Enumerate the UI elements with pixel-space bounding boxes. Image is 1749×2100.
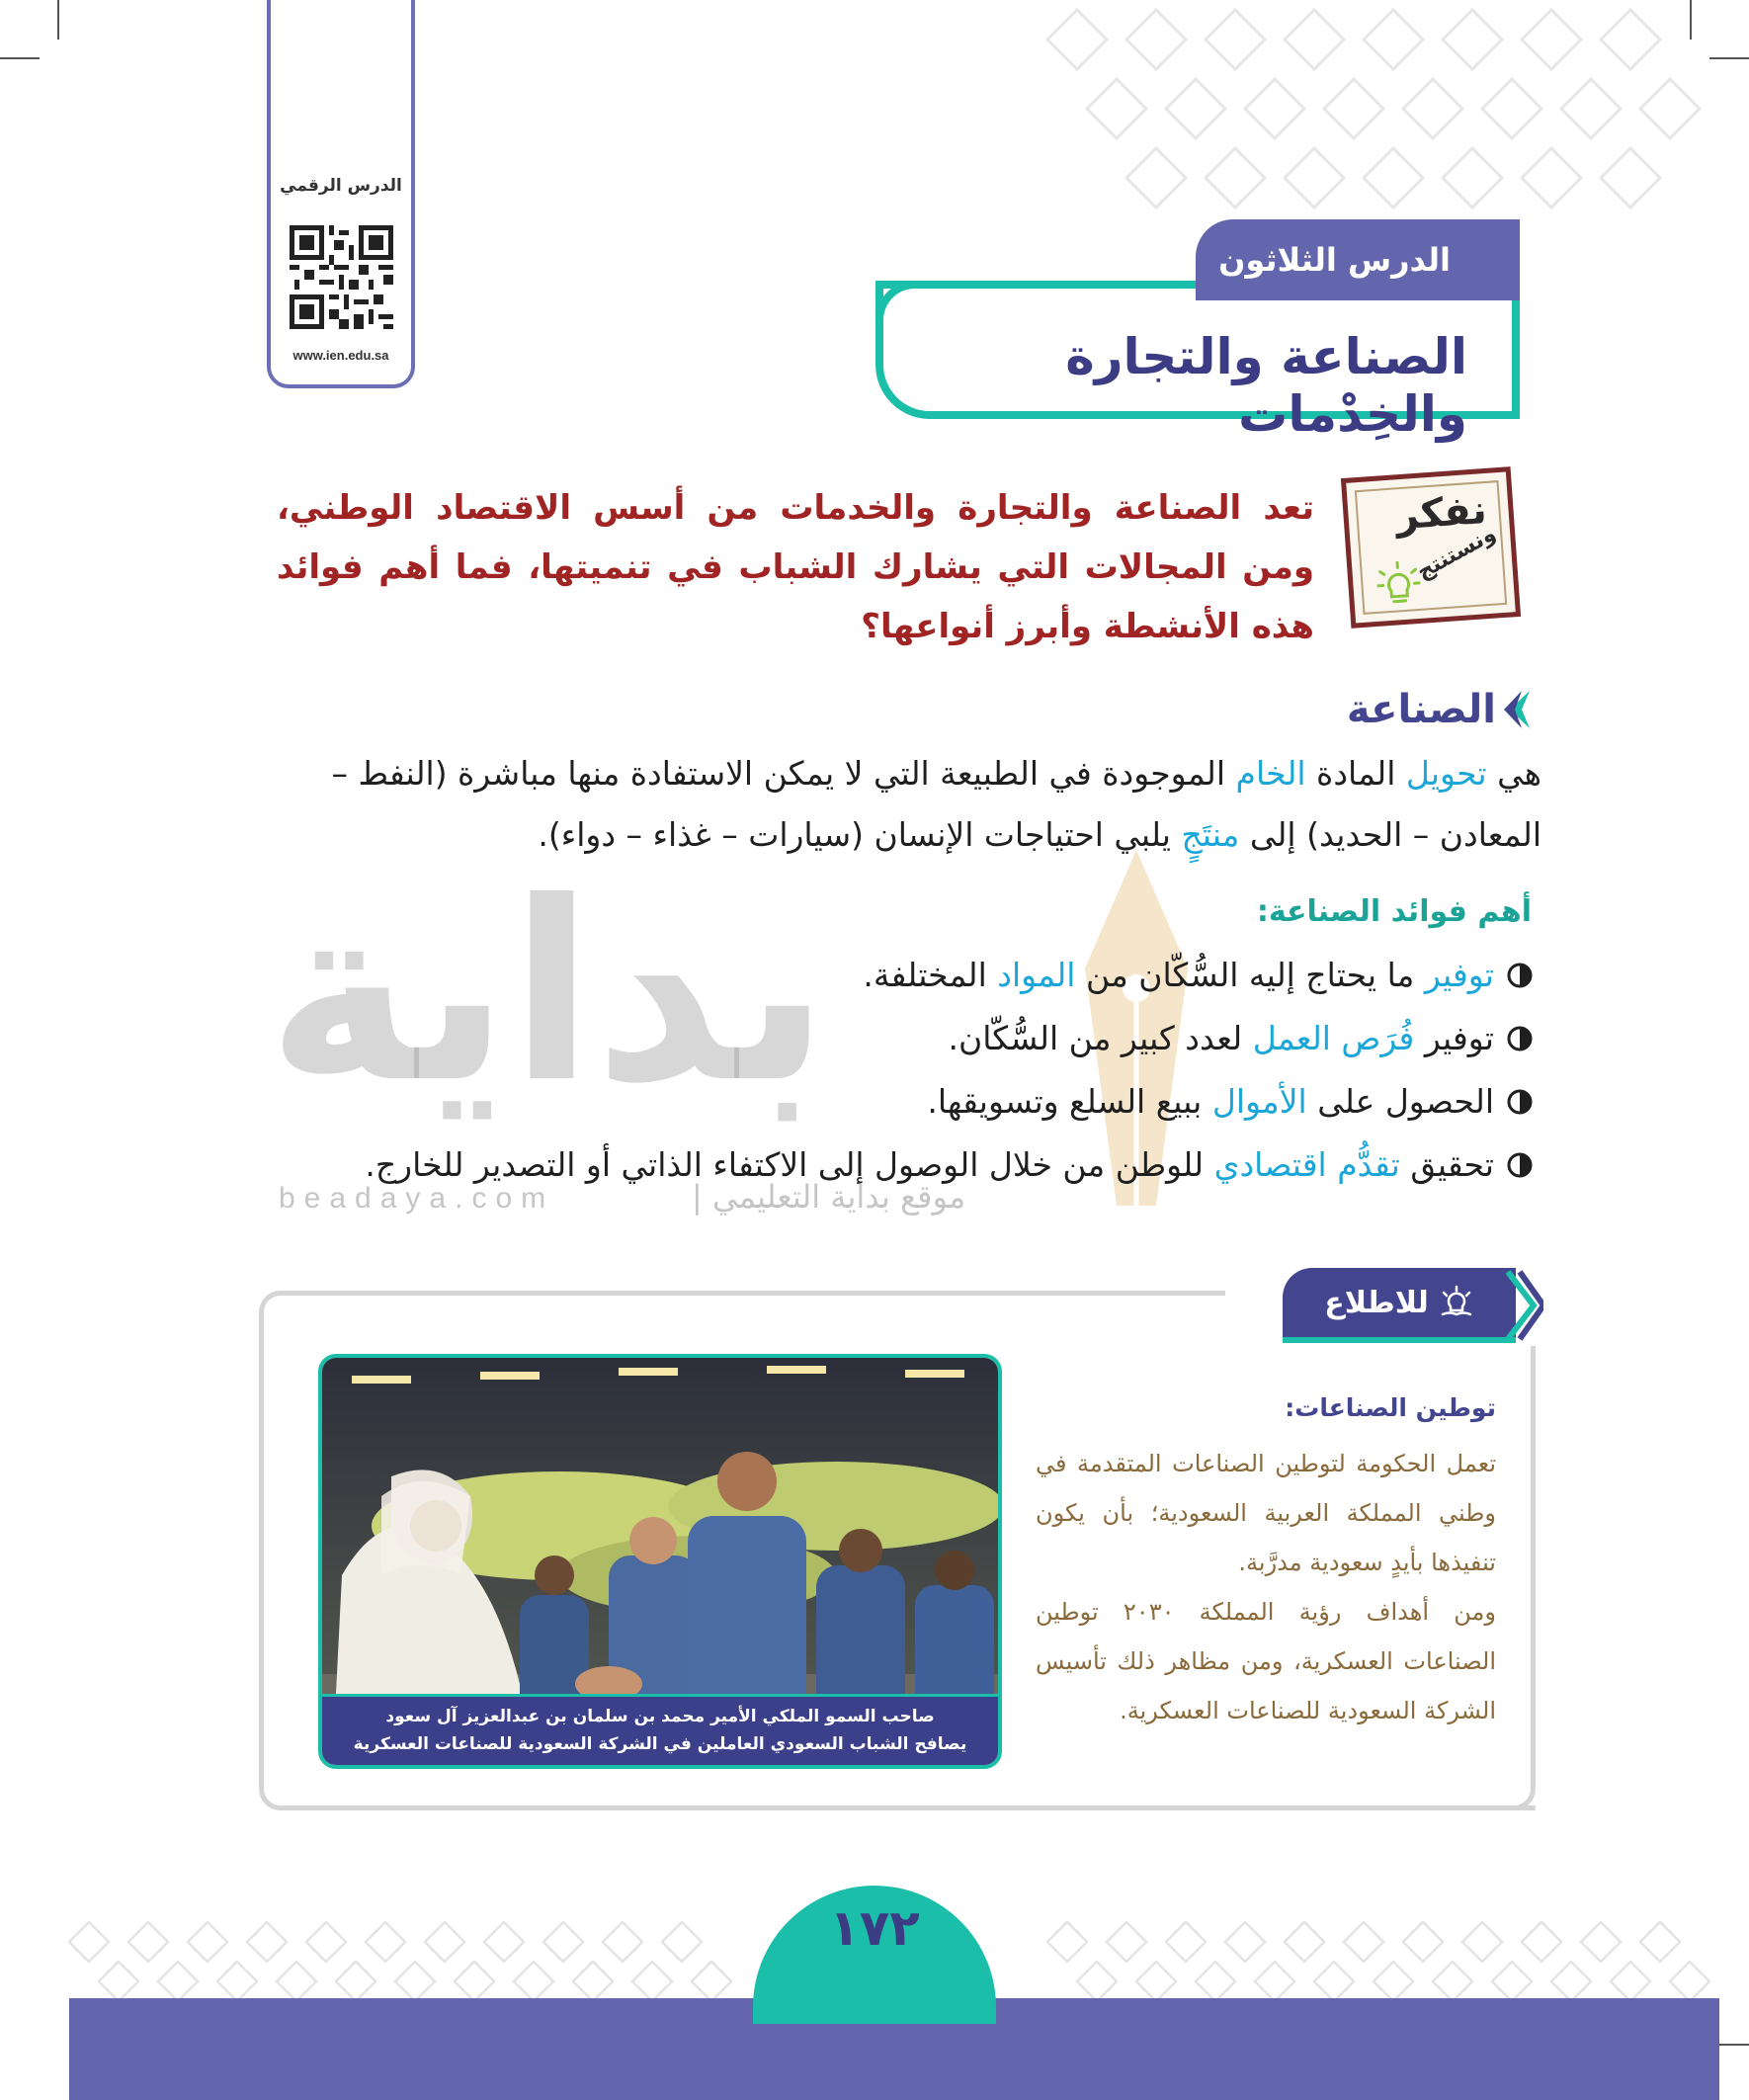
digital-lesson-label: الدرس الرقمي [280,176,402,196]
watermark-site-name: موقع بداية التعليمي | [692,1178,966,1216]
info-tab [1283,1268,1516,1343]
list-item: الحصول على الأموال ببيع السلع وتسويقها. [249,1070,1534,1134]
info-paragraph-1: تعمل الحكومة لتوطين الصناعات المتقدمة في وطني المملكة العربية السعودية؛ بأن يكون تنفيذها بأيدٍ سعودية مدرَّبة. [1036,1450,1496,1576]
half-circle-bullet-icon [1506,1151,1534,1179]
crop-mark [1690,0,1692,40]
highlight-term: منتَجٍ [1181,815,1240,854]
caption-line-2: يصافح الشباب السعودي العاملين في الشركة السعودية للصناعات العسكرية [353,1734,967,1754]
watermark-logo: بداية [267,849,830,1136]
industry-definition: هي تحويل المادة الخام الموجودة في الطبيعة التي لا يمكن الاستفادة منها مباشرة (النفط – المعادن – الحديد) إلى منتَجٍ يلبي احتياجات الإنسان (سيارات – غذاء – دواء). [331,754,1541,854]
lesson-title: الصناعة والتجارة والخِدْمات [1065,328,1467,443]
half-circle-bullet-icon [1506,1088,1534,1116]
think-question: تعد الصناعة والتجارة والخدمات من أسس الاقتصاد الوطني، ومن المجالات التي يشارك الشباب في تنميتها، فما أهم فوائد هذه الأنشطة وأبرز أنواعها؟ [277,488,1314,646]
chevron-left-icon [1502,689,1532,730]
list-item: توفير ما يحتاج إليه السُّكّان من المواد المختلفة. [249,944,1534,1007]
watermark-url: beadaya.com [279,1182,555,1215]
crop-mark [0,57,40,59]
list-item: تحقيق تقدُّم اقتصادي للوطن من خلال الوصول إلى الاكتفاء الذاتي أو التصدير للخارج. [249,1134,1534,1197]
half-circle-bullet-icon [1506,962,1534,989]
half-circle-bullet-icon [1506,1025,1534,1052]
lesson-title-box [875,281,1520,443]
benefits-list [249,944,1534,1197]
lightbulb-icon [1375,559,1422,610]
lesson-number-tab: الدرس الثلاثون [1196,219,1520,300]
info-paragraph-2: ومن أهداف رؤية المملكة ٢٠٣٠ توطين الصناعات العسكرية، ومن مظاهر ذلك تأسيس الشركة السعودية للصناعات العسكرية. [1036,1598,1496,1724]
industry-heading [1347,687,1532,732]
caption-line-1: صاحب السمو الملكي الأمير محمد بن سلمان بن عبدالعزيز آل سعود [385,1707,935,1726]
industry-heading-text: الصناعة [1346,687,1496,732]
photo-caption [322,1694,998,1765]
double-chevron-icon [1504,1268,1543,1343]
think-title: نفكر [1394,487,1489,540]
qr-code-icon[interactable] [290,225,393,329]
factory-photo [318,1354,1002,1769]
digital-lesson-card[interactable] [267,0,415,388]
crop-mark [1709,57,1749,59]
website-link[interactable]: www.ien.edu.sa [292,348,389,363]
localization-heading: توطين الصناعات: [1285,1393,1496,1422]
think-subtitle: ونستنتج [1412,521,1501,585]
think-conclude-badge [1341,466,1521,629]
page-number: ١٧٢ [829,1899,920,1957]
lightbulb-book-icon [1439,1285,1474,1320]
background-pattern-top [988,0,1749,237]
crop-mark [57,0,59,40]
list-item: توفير فُرَص العمل لعدد كبير من السُّكّان. [249,1007,1534,1070]
highlight-term: تحويل [1405,754,1487,793]
info-tab-label: للاطلاع [1324,1285,1429,1320]
highlight-term: الخام [1235,754,1306,793]
info-panel-frame-right [1512,1346,1536,1810]
benefits-heading: أهم فوائد الصناعة: [1256,894,1532,929]
